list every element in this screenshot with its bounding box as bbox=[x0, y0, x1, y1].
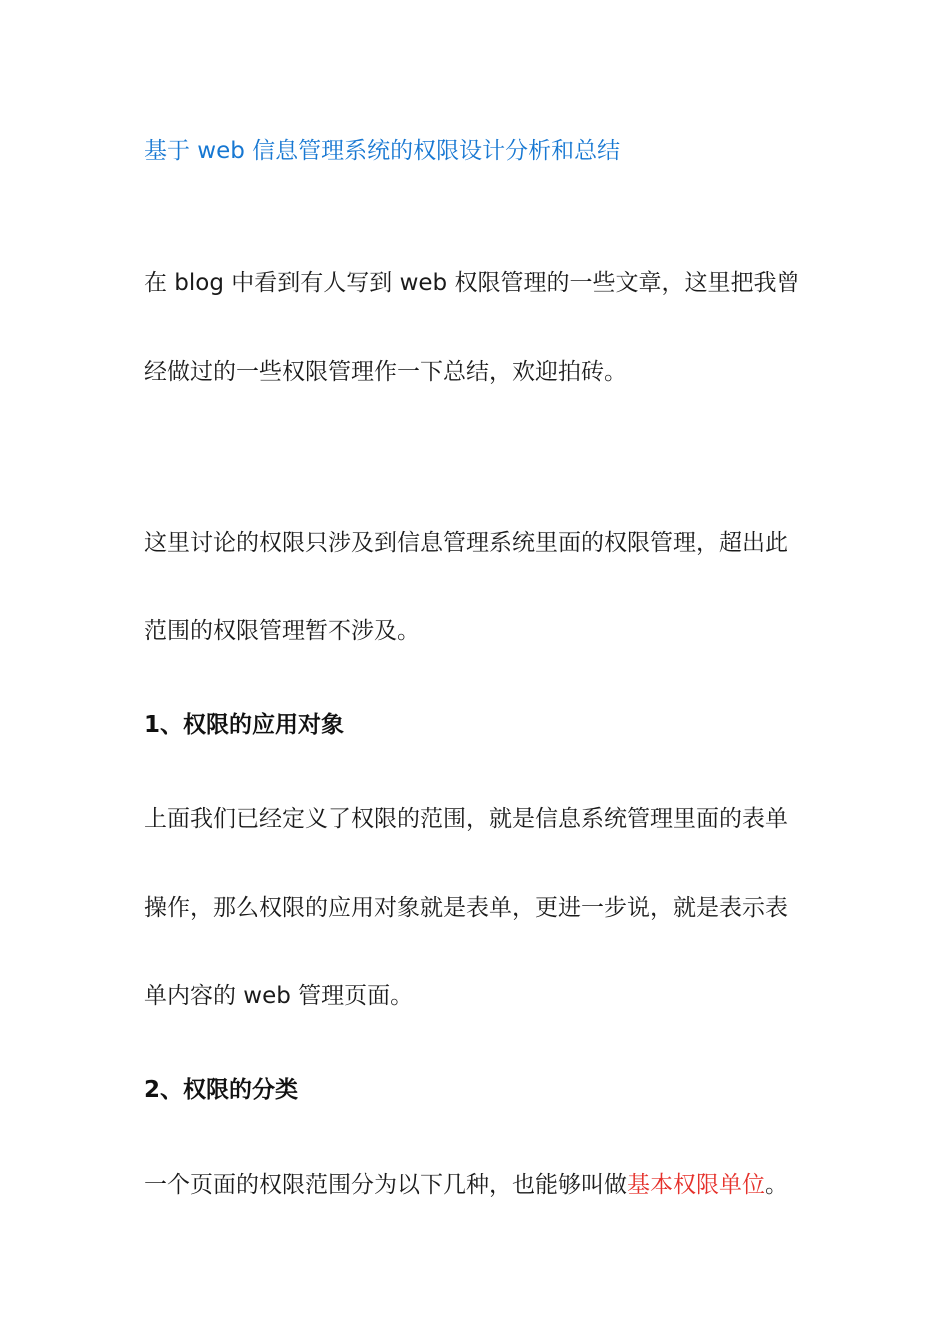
document-title: 基于 web 信息管理系统的权限设计分析和总结 bbox=[144, 138, 621, 164]
section-1-line-3: 单内容的 web 管理页面。 bbox=[144, 983, 414, 1009]
paragraph-2-line-1: 这里讨论的权限只涉及到信息管理系统里面的权限管理，超出此 bbox=[144, 530, 788, 556]
section-2-line-1-suffix: 。 bbox=[765, 1172, 788, 1198]
section-2-line-1-prefix: 一个页面的权限范围分为以下几种，也能够叫做 bbox=[144, 1172, 627, 1198]
highlight-basic-permission-unit: 基本权限单位 bbox=[627, 1172, 765, 1198]
paragraph-2-line-2: 范围的权限管理暂不涉及。 bbox=[144, 618, 420, 644]
section-2-heading: 2、权限的分类 bbox=[144, 1077, 299, 1103]
section-1-heading: 1、权限的应用对象 bbox=[144, 712, 345, 738]
section-2-line-1 bbox=[144, 1170, 788, 1200]
section-1-line-1: 上面我们已经定义了权限的范围，就是信息系统管理里面的表单 bbox=[144, 806, 788, 832]
paragraph-1-line-2: 经做过的一些权限管理作一下总结，欢迎拍砖。 bbox=[144, 359, 627, 385]
section-1-line-2: 操作，那么权限的应用对象就是表单，更进一步说，就是表示表 bbox=[144, 895, 788, 921]
paragraph-1-line-1: 在 blog 中看到有人写到 web 权限管理的一些文章，这里把我曾 bbox=[144, 270, 800, 296]
